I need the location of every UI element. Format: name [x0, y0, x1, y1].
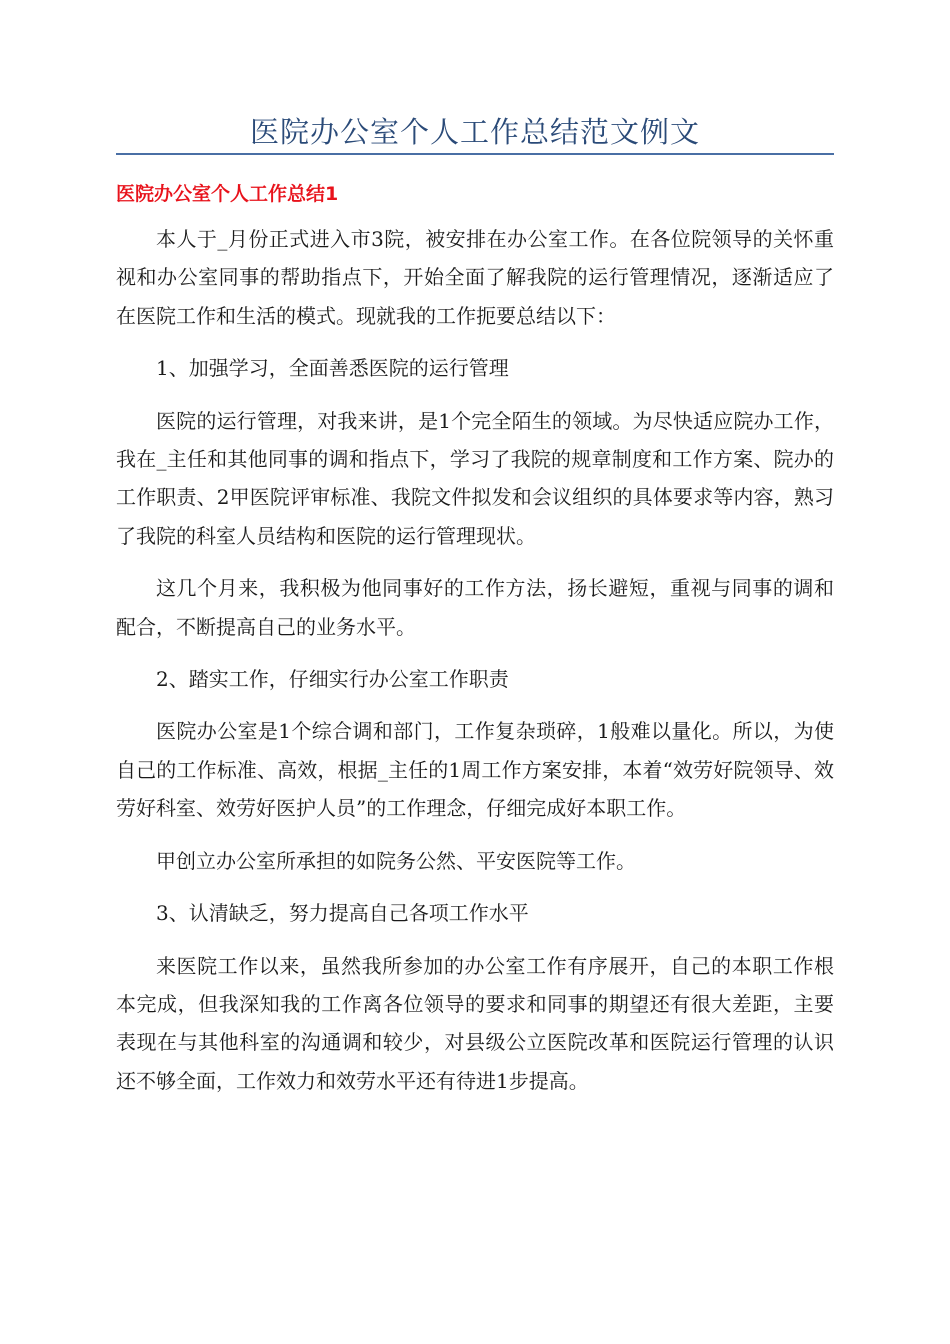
- subheading-1: 1、加强学习，全面善悉医院的运行管理: [156, 356, 509, 381]
- paragraph-study: 医院的运行管理，对我来讲，是1个完全陌生的领域。为尽快适应院办工作，我在_主任和其他同事的调和指点下，学习了我院的规章制度和工作方案、院办的工作职责、2甲医院评审标准、我院文件拟发和会议组织的具体要求等内容，熟习了我院的科室人员结构和医院的运行管理现状。: [116, 408, 834, 548]
- paragraph-intro: 本人于_月份正式进入市3院，被安排在办公室工作。在各位院领导的关怀重视和办公室同事的帮助指点下，开始全面了解我院的运行管理情况，逐渐适应了在医院工作和生活的模式。现就我的工作扼要总结以下：: [116, 227, 834, 328]
- subheading-2: 2、踏实工作，仔细实行办公室工作职责: [156, 667, 509, 692]
- paragraph-months: 这几个月来，我积极为他同事好的工作方法，扬长避短，重视与同事的调和配合，不断提高自己的业务水平。: [116, 576, 834, 639]
- section-heading: 医院办公室个人工作总结1: [116, 183, 339, 205]
- paragraph-create: 甲创立办公室所承担的如院务公然、平安医院等工作。: [156, 848, 636, 873]
- paragraph-office: 医院办公室是1个综合调和部门，工作复杂琐碎，1般难以量化。所以，为使自己的工作标准、高效，根据_主任的1周工作方案安排，本着“效劳好院领导、效劳好科室、效劳好医护人员”的工作理念，仔细完成好本职工作。: [116, 719, 834, 821]
- paragraph-gap: 来医院工作以来，虽然我所参加的办公室工作有序展开，自己的本职工作根本完成，但我深知我的工作离各位领导的要求和同事的期望还有很大差距，主要表现在与其他科室的沟通调和较少，对县级公立医院改革和医院运行管理的认识还不够全面，工作效力和效劳水平还有待进1步提高。: [116, 953, 834, 1093]
- document-title: 医院办公室个人工作总结范文例文: [249, 115, 700, 149]
- title-underline: [116, 153, 834, 155]
- subheading-3: 3、认清缺乏，努力提高自己各项工作水平: [156, 901, 529, 926]
- document-body: [116, 220, 834, 1114]
